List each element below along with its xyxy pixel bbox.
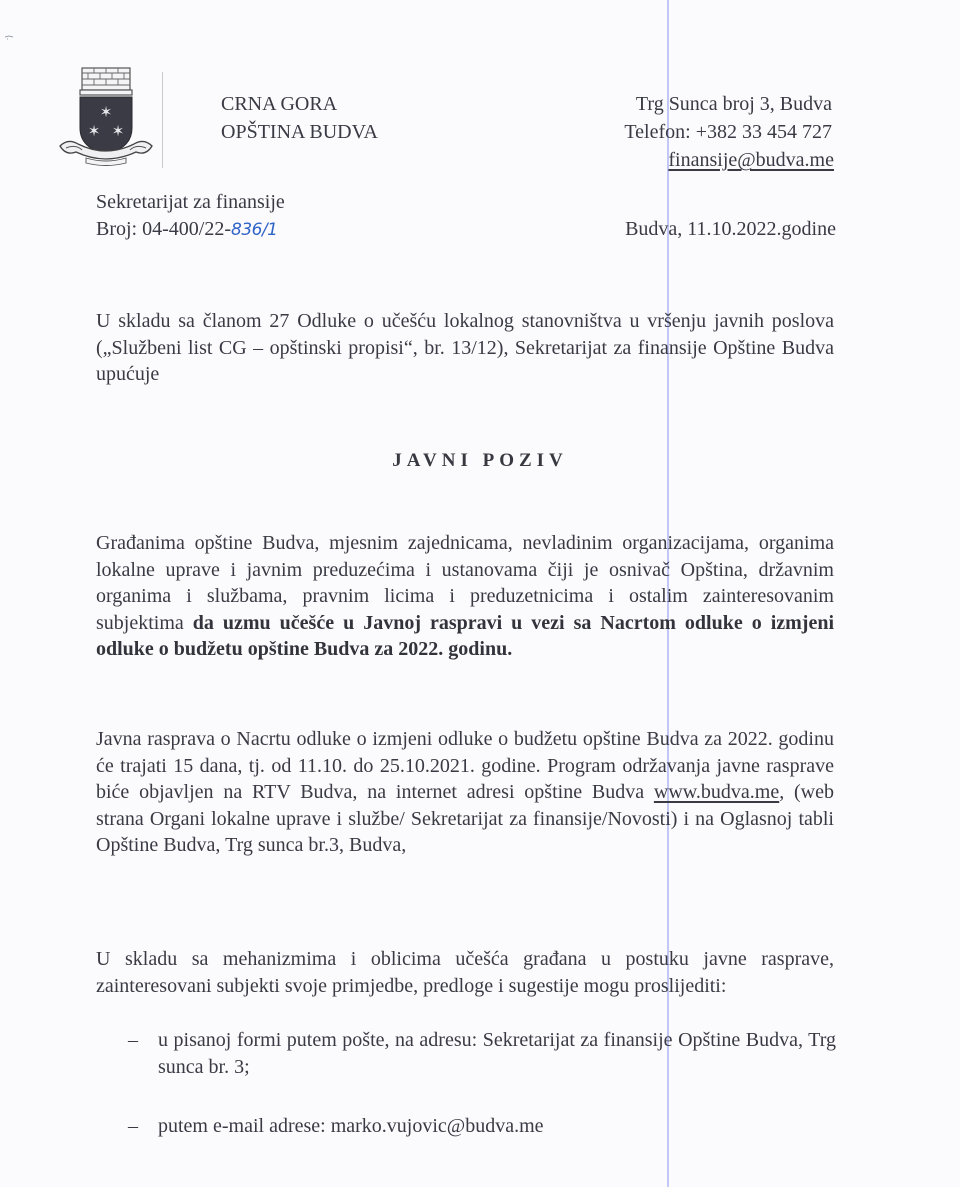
municipality-name: OPŠTINA BUDVA — [221, 121, 378, 143]
list-item-text: putem e-mail adrese: marko.vujovic@budva.me — [158, 1115, 544, 1137]
svg-text:✶: ✶ — [99, 103, 113, 121]
mechanisms-paragraph: U skladu sa mehanizmima i oblicima učešća građana u postuku javne rasprave, zainteresovani subjekti svoje primjedbe, predloge i sugestije mogu proslijediti: — [96, 948, 834, 997]
scan-speck — [4, 34, 18, 40]
invitation-text: Građanima opštine Budva, mjesnim zajednicama, nevladinim organizacijama, organima lokalne uprave i javnim preduzećima i ustanovama čiji je osnivač Opština, državnim organima i službama, pravnim licima i preduzetnicima i ostalim zainteresovanim subjektima — [96, 532, 834, 634]
debate-paragraph — [96, 726, 834, 859]
phone: Telefon: +382 33 454 727 — [624, 121, 832, 143]
dash-bullet-icon: – — [128, 1029, 138, 1051]
debate-text-before: Javna rasprava o Nacrtu odluke o izmjeni odluke o budžetu opštine Budva za 2022. godinu će trajati 15 dana, tj. od 11.10. do 25.10.2021. godine. Program održavanja javne rasprave biće objavljen na RTV Budva, na internet adresi opštine Budva — [96, 728, 834, 803]
dash-bullet-icon: – — [128, 1115, 138, 1137]
department-name: Sekretarijat za finansije — [96, 191, 285, 213]
debate-text-after: , (web strana Organi lokalne uprave i službe/ Sekretarijat za finansije/Novosti) i na Oglasnoj tabli Opštine Budva, Trg sunca br.3, Budva, — [96, 781, 834, 856]
list-item-text: u pisanoj formi putem pošte, na adresu: Sekretarijat za finansije Opštine Budva, Trg sunca br. 3; — [158, 1029, 836, 1078]
email-link[interactable]: finansije@budva.me — [668, 149, 834, 171]
handwritten-number: 836/1 — [231, 220, 278, 240]
reference-number — [96, 215, 278, 244]
logo-divider — [162, 72, 163, 168]
svg-text:✶: ✶ — [87, 122, 101, 140]
reference-number-prefix: Broj: 04-400/22- — [96, 218, 231, 240]
coat-of-arms-logo — [56, 64, 156, 168]
intro-paragraph: U skladu sa članom 27 Odluke o učešću lokalnog stanovništva u vršenju javnih poslova („Službeni list CG – opštinski propisi“, br. 13/12), Sekretarijat za finansije Opštine Budva upućuje — [96, 310, 834, 385]
country-name: CRNA GORA — [221, 93, 338, 115]
document-title: JAVNI POZIV — [392, 450, 568, 471]
invitation-bold-text: da uzmu učešće u Javnoj raspravi u vezi sa Nacrtom odluke o izmjeni odluke o budžetu opštine Budva za 2022. godinu. — [96, 611, 834, 660]
document-date: Budva, 11.10.2022.godine — [625, 218, 836, 240]
svg-text:✶: ✶ — [111, 122, 125, 140]
invitation-paragraph — [96, 530, 834, 663]
address: Trg Sunca broj 3, Budva — [635, 93, 832, 115]
website-link[interactable]: www.budva.me — [653, 781, 780, 803]
